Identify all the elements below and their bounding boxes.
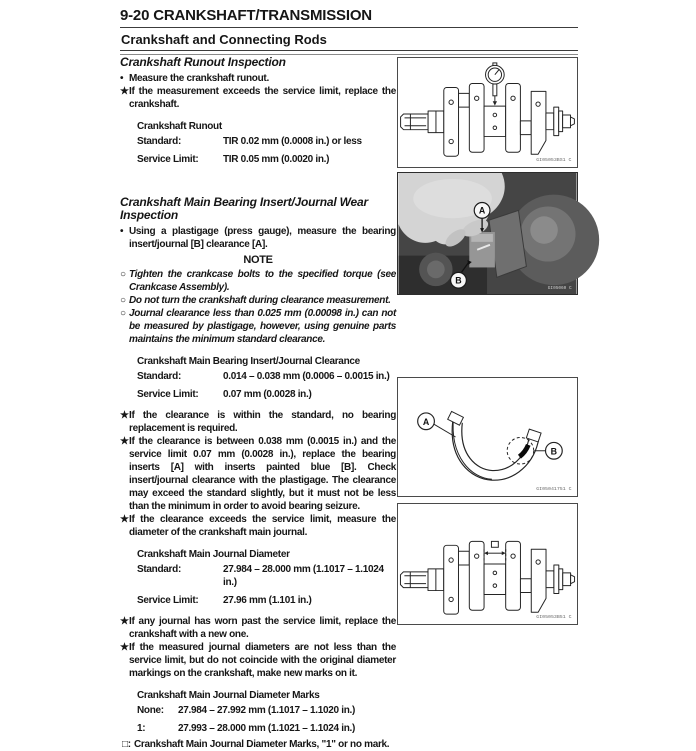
label-a: A <box>422 416 430 427</box>
crankshaft-drawing <box>401 84 575 157</box>
spec-row-standard <box>137 563 396 589</box>
spec-value: TIR 0.02 mm (0.0008 in.) or less <box>223 135 362 147</box>
note-text: Journal clearance less than 0.025 mm (0.00098 in.) can not be measured by plastigage, however, using genuine parts maintains the minimum standard clearance. <box>129 307 396 345</box>
spec-value: 0.07 mm (0.0028 in.) <box>223 388 312 400</box>
spec-row-none <box>137 704 396 717</box>
figure-code: GI05053B51 C <box>536 615 572 621</box>
figure-bearing-insert <box>397 377 578 497</box>
spec-label: Service Limit: <box>137 388 199 400</box>
label-b: B <box>550 446 558 457</box>
header-rule <box>120 27 578 28</box>
spec-row-service-limit <box>137 388 396 401</box>
circle-glyph: ○ <box>120 294 126 306</box>
plastigage-photo <box>398 173 577 294</box>
spec-title: Crankshaft Runout <box>137 120 222 132</box>
spec-value: TIR 0.05 mm (0.0020 in.) <box>223 153 330 165</box>
spec-value: 27.96 mm (1.101 in.) <box>223 594 312 606</box>
page-title: 9-20 CRANKSHAFT/TRANSMISSION <box>120 7 372 24</box>
bearing-shell <box>448 411 541 479</box>
dial-gauge-icon <box>486 63 505 106</box>
label-b: B <box>455 275 462 286</box>
spec-row-standard <box>137 370 396 383</box>
circle-glyph: ○ <box>120 307 126 319</box>
bullet-text: Using a plastigage (press gauge), measure the bearing insert/journal [B] clearance [A]. <box>129 225 396 250</box>
spec-label: Standard: <box>137 563 181 575</box>
star-item <box>120 85 396 111</box>
circle-glyph: ○ <box>120 268 126 280</box>
spec-title: Crankshaft Main Journal Diameter <box>137 548 290 560</box>
chapter-subtitle: Crankshaft and Connecting Rods <box>121 32 327 47</box>
star-item <box>120 615 396 641</box>
spec-block-diameter-marks <box>137 689 396 735</box>
figure-code: GI05060 C <box>547 286 572 292</box>
star-text: If the measurement exceeds the service limit, replace the crankshaft. <box>129 85 396 110</box>
star-text: If the clearance is within the standard, no bearing replacement is required. <box>129 409 396 434</box>
note-text: Do not turn the crankshaft during clearance measurement. <box>129 294 391 306</box>
spec-row-service-limit <box>137 594 396 607</box>
bullet-glyph: • <box>120 225 124 237</box>
spec-label: None: <box>137 704 164 716</box>
spec-label: 1: <box>137 722 146 734</box>
spec-block-journal-diameter <box>137 548 396 607</box>
star-item <box>120 513 396 539</box>
bearing-insert-drawing <box>398 378 577 496</box>
spec-value: 27.984 – 27.992 mm (1.1017 – 1.1020 in.) <box>178 704 356 716</box>
star-glyph: ★ <box>120 641 129 653</box>
text-column <box>120 56 396 751</box>
spec-value: 27.993 – 28.000 mm (1.1021 – 1.1024 in.) <box>178 722 356 734</box>
spec-title: Crankshaft Main Bearing Insert/Journal Clearance <box>137 355 360 367</box>
note-text: Tighten the crankcase bolts to the specified torque (see Crankcase Assembly). <box>129 268 396 293</box>
bullet-item <box>120 72 396 85</box>
spec-row-standard <box>137 135 396 148</box>
label-a: A <box>478 205 486 216</box>
bullet-text: Measure the crankshaft runout. <box>129 72 269 84</box>
figure-code: GI05053BS1 C <box>536 158 572 164</box>
note-item <box>120 268 396 294</box>
spec-value: 0.014 – 0.038 mm (0.0006 – 0.0015 in.) <box>223 370 390 382</box>
star-item <box>120 435 396 513</box>
diameter-mark-annotation <box>484 541 506 562</box>
spec-title: Crankshaft Main Journal Diameter Marks <box>137 689 320 701</box>
spec-block-runout <box>137 120 396 166</box>
callout-b <box>534 442 562 459</box>
crankshaft-marks-drawing <box>398 504 577 624</box>
spec-value: 27.984 – 28.000 mm (1.1017 – 1.1024 in.) <box>223 563 384 588</box>
square-note <box>120 738 396 751</box>
page-header <box>120 7 578 55</box>
spec-label: Standard: <box>137 135 181 147</box>
star-text: If the clearance is between 0.038 mm (0.0015 in.) and the service limit 0.07 mm (0.0028 in.), replace the bearing inserts [A] with inserts painted blue [B]. Check insert/journal clearance with the plastigage. The clearance may exceed the standard slightly, but it must not be less than the minimum in order to avoid bearing seizure. <box>129 435 396 512</box>
figure-crankshaft-runout <box>397 57 578 168</box>
figure-code: GI05041751 C <box>536 487 572 493</box>
crankshaft-runout-drawing <box>398 58 577 167</box>
spec-row-service-limit <box>137 153 396 166</box>
star-item <box>120 409 396 435</box>
star-text: If any journal has worn past the service limit, replace the crankshaft with a new one. <box>129 615 396 640</box>
star-item <box>120 641 396 680</box>
star-text: If the measured journal diameters are not less than the service limit, but do not coincide with the original diameter markings on the crankshaft, make new marks on it. <box>129 641 396 679</box>
section-title-runout: Crankshaft Runout Inspection <box>120 55 286 69</box>
spec-label: Service Limit: <box>137 153 199 165</box>
note-heading: NOTE <box>243 253 273 266</box>
spec-label: Service Limit: <box>137 594 199 606</box>
square-glyph: □: <box>122 738 131 750</box>
section-title-bearing-wear: Crankshaft Main Bearing Insert/Journal Wear Inspection <box>120 194 368 222</box>
star-glyph: ★ <box>120 513 129 525</box>
spec-label: Standard: <box>137 370 181 382</box>
figure-plastigage-photo <box>397 172 578 295</box>
figure-journal-diameter-marks <box>397 503 578 625</box>
square-note-text: Crankshaft Main Journal Diameter Marks, "1" or no mark. <box>134 738 390 750</box>
star-glyph: ★ <box>120 615 129 627</box>
note-item <box>120 294 396 307</box>
star-text: If the clearance exceeds the service limit, measure the diameter of the crankshaft main journal. <box>129 513 396 538</box>
star-glyph: ★ <box>120 85 129 97</box>
bullet-item <box>120 225 396 251</box>
star-glyph: ★ <box>120 435 129 447</box>
spec-row-one <box>137 722 396 735</box>
spec-block-clearance <box>137 355 396 401</box>
bullet-glyph: • <box>120 72 124 84</box>
note-item <box>120 307 396 346</box>
star-glyph: ★ <box>120 409 129 421</box>
